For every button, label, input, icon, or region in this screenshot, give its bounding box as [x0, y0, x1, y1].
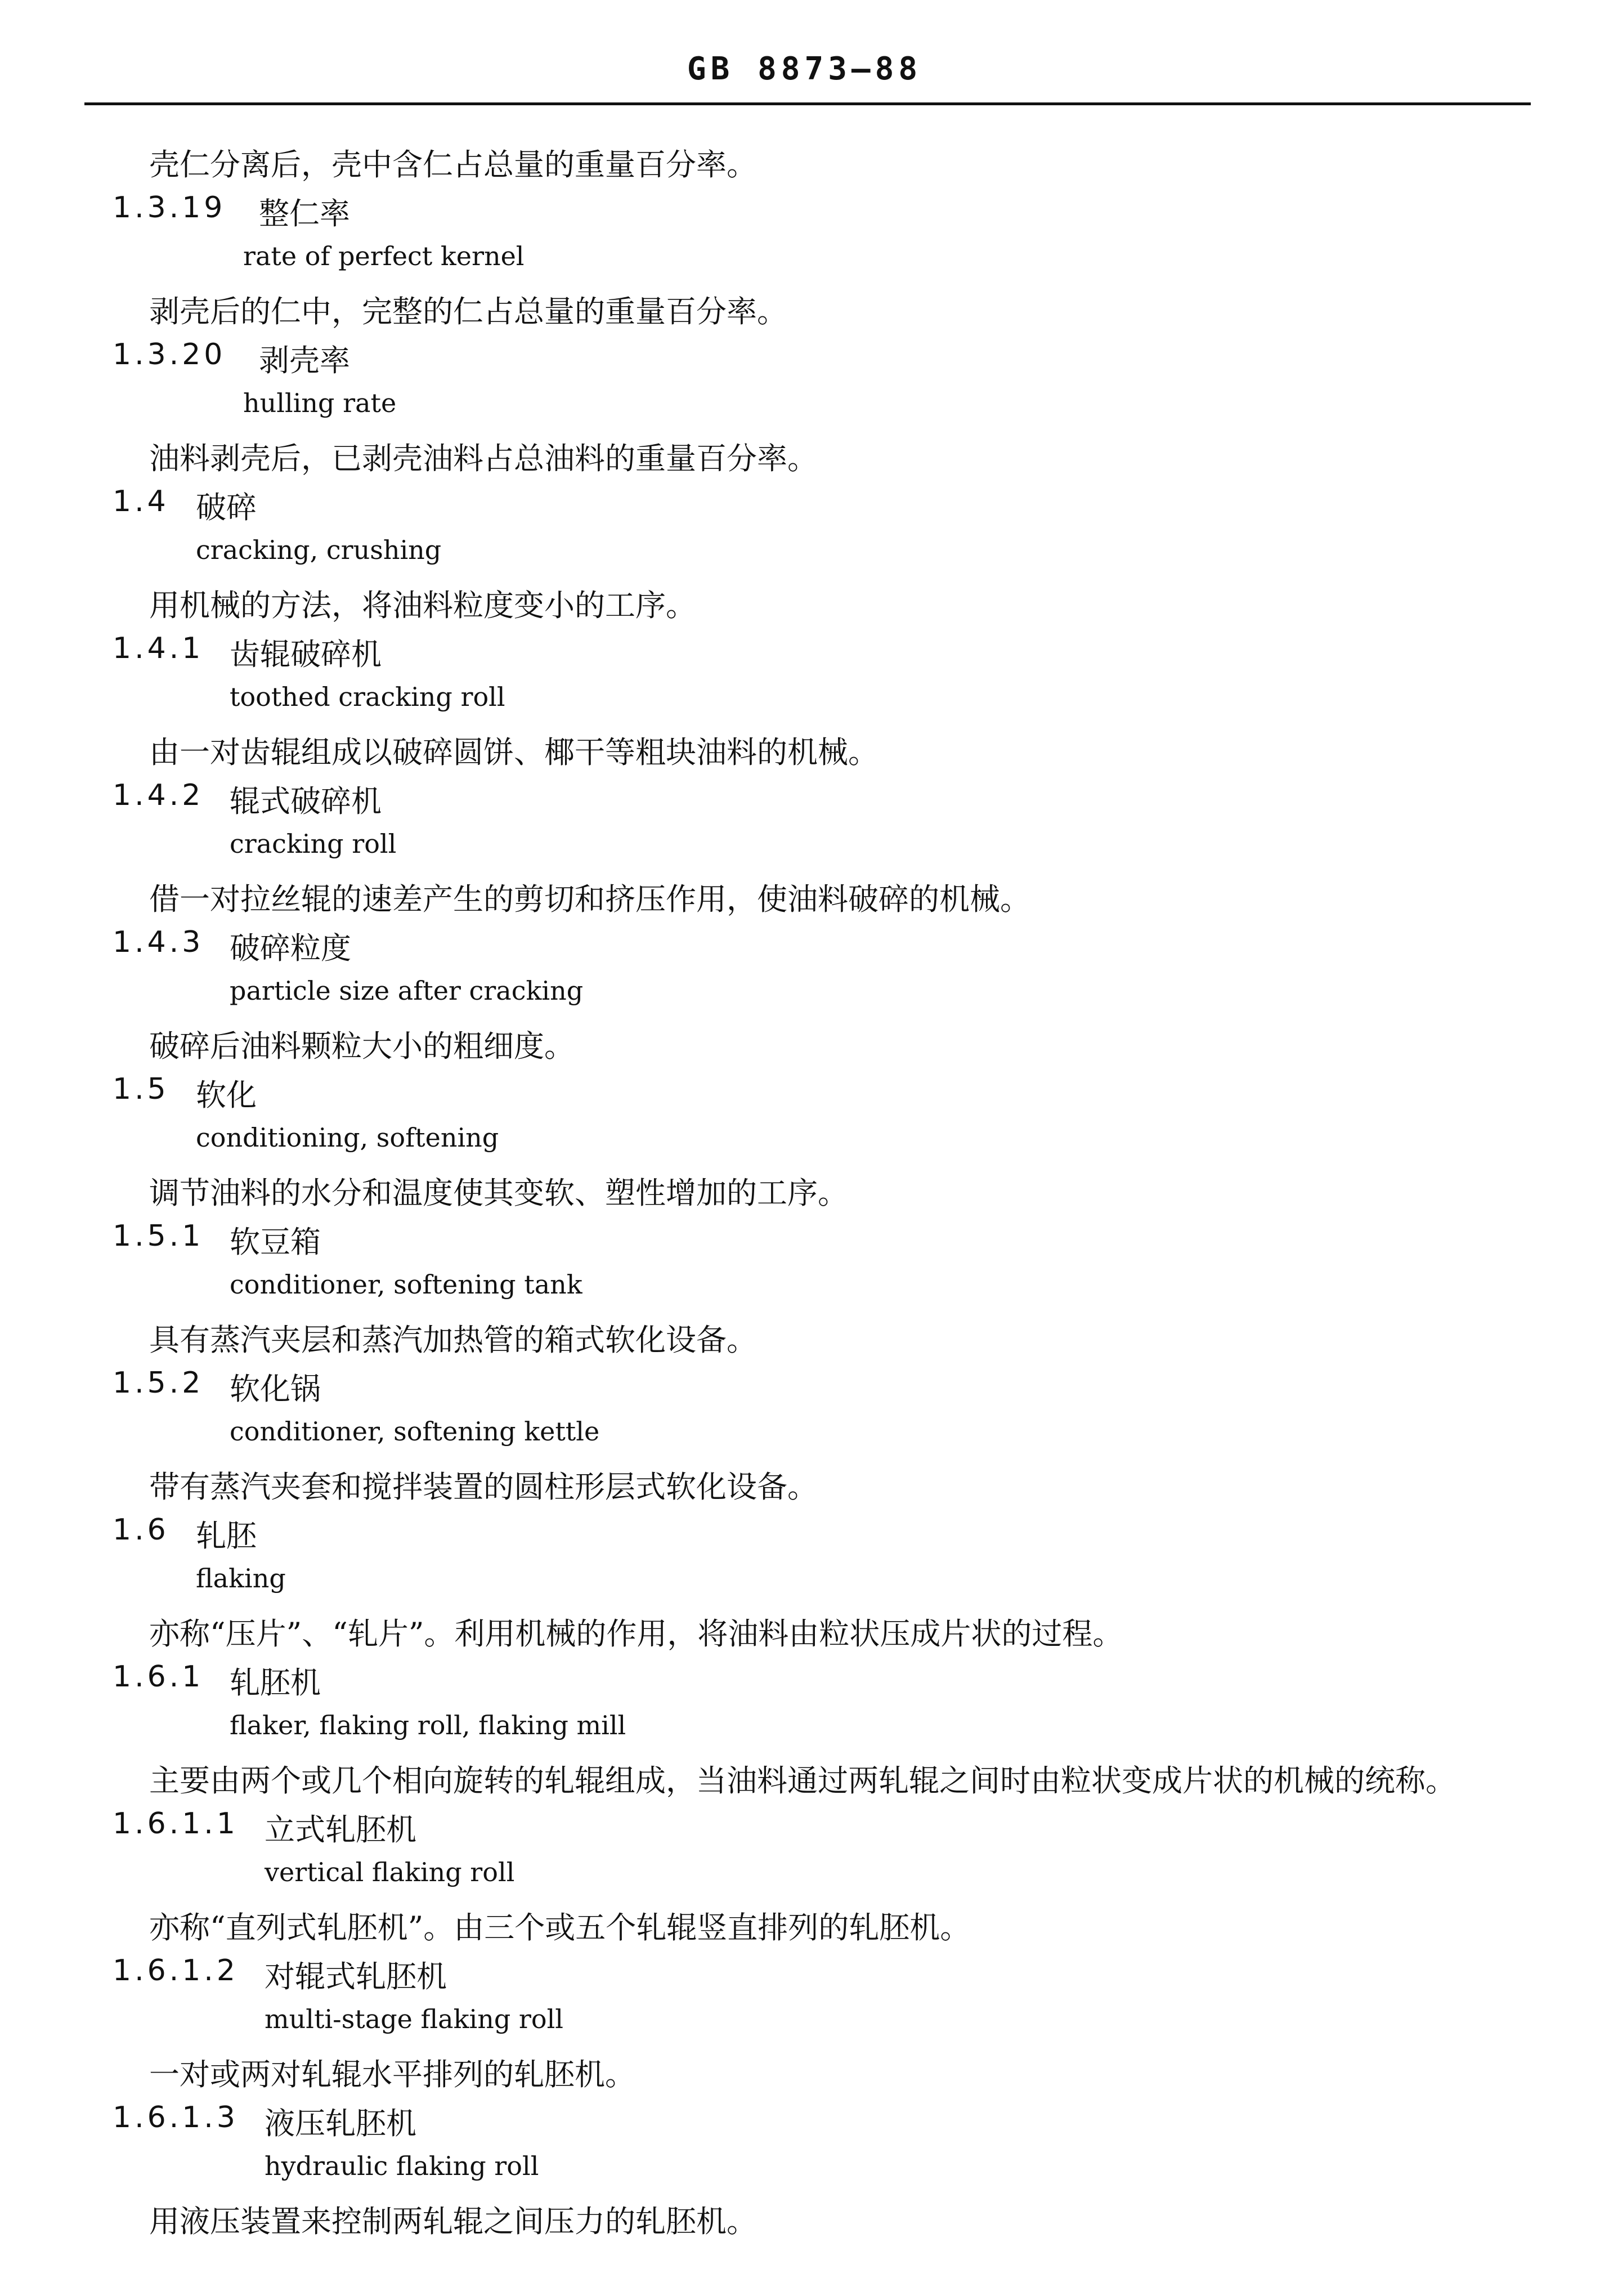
term-chinese: 软豆箱: [230, 1224, 321, 1260]
definition-text: 破碎后油料颗粒大小的粗细度。: [149, 1028, 575, 1064]
definition-text: 具有蒸汽夹层和蒸汽加热管的箱式软化设备。: [149, 1322, 757, 1358]
term-chinese: 整仁率: [259, 196, 350, 231]
term-number: 1.4: [113, 485, 169, 518]
term-english: toothed cracking roll: [230, 682, 505, 712]
term-chinese: 软化锅: [230, 1371, 321, 1407]
term-number: 1.4.3: [113, 925, 204, 959]
definition-text: 借一对拉丝辊的速差产生的剪切和挤压作用，使油料破碎的机械。: [149, 881, 1030, 917]
definition-text: 油料剥壳后，已剥壳油料占总油料的重量百分率。: [149, 441, 818, 476]
definition-text: 壳仁分离后，壳中含仁占总量的重量百分率。: [149, 147, 757, 182]
term-english: conditioner, softening kettle: [230, 1416, 600, 1447]
term-english: conditioning, softening: [196, 1122, 499, 1153]
definition-text: 剥壳后的仁中，完整的仁占总量的重量百分率。: [149, 294, 787, 329]
definition-text: 由一对齿辊组成以破碎圆饼、椰干等粗块油料的机械。: [149, 735, 879, 770]
term-chinese: 辊式破碎机: [230, 784, 382, 819]
term-english: hulling rate: [243, 388, 397, 418]
term-number: 1.6.1: [113, 1660, 204, 1694]
definition-text: 亦称“直列式轧胚机”。由三个或五个轧辊竖直排列的轧胚机。: [149, 1910, 971, 1945]
term-number: 1.3.19: [113, 191, 226, 225]
term-number: 1.5: [113, 1072, 169, 1106]
term-chinese: 破碎粒度: [230, 930, 351, 966]
term-english: cracking, crushing: [196, 535, 442, 565]
term-chinese: 立式轧胚机: [265, 1812, 416, 1847]
term-number: 1.4.2: [113, 778, 204, 812]
definition-text: 调节油料的水分和温度使其变软、塑性增加的工序。: [149, 1175, 848, 1211]
term-number: 1.6.1.1: [113, 1807, 239, 1841]
term-number: 1.6.1.2: [113, 1954, 239, 1988]
term-english: flaking: [196, 1563, 286, 1594]
header-rule: [84, 102, 1531, 105]
term-english: cracking roll: [230, 829, 397, 859]
definition-text: 一对或两对轧辊水平排列的轧胚机。: [149, 2057, 635, 2092]
definition-text: 用机械的方法，将油料粒度变小的工序。: [149, 588, 696, 623]
term-chinese: 齿辊破碎机: [230, 637, 382, 672]
definition-text: 用液压装置来控制两轧辊之间压力的轧胚机。: [149, 2204, 757, 2239]
term-english: rate of perfect kernel: [243, 241, 525, 271]
term-english: particle size after cracking: [230, 975, 584, 1006]
term-chinese: 对辊式轧胚机: [265, 1959, 447, 1994]
standard-header: GB 8873—88: [687, 51, 922, 87]
term-english: flaker, flaking roll, flaking mill: [230, 1710, 626, 1740]
term-chinese: 剥壳率: [259, 343, 350, 378]
term-number: 1.5.1: [113, 1219, 204, 1253]
definition-text: 主要由两个或几个相向旋转的轧辊组成，当油料通过两轧辊之间时由粒状变成片状的机械的统称。: [149, 1763, 1456, 1798]
term-chinese: 软化: [196, 1077, 257, 1113]
term-number: 1.6.1.3: [113, 2101, 239, 2134]
definition-text: 带有蒸汽夹套和搅拌装置的圆柱形层式软化设备。: [149, 1469, 818, 1505]
term-number: 1.3.20: [113, 338, 226, 372]
term-english: multi-stage flaking roll: [265, 2004, 563, 2034]
term-chinese: 破碎: [196, 490, 257, 525]
term-number: 1.6: [113, 1513, 169, 1547]
term-chinese: 液压轧胚机: [265, 2106, 416, 2141]
term-chinese: 轧胚机: [230, 1665, 321, 1700]
term-chinese: 轧胚: [196, 1518, 257, 1554]
definition-text: 亦称“压片”、“轧片”。利用机械的作用，将油料由粒状压成片状的过程。: [149, 1616, 1123, 1651]
term-english: hydraulic flaking roll: [265, 2151, 539, 2181]
term-number: 1.4.1: [113, 632, 204, 665]
term-english: vertical flaking roll: [265, 1857, 515, 1887]
term-number: 1.5.2: [113, 1366, 204, 1400]
term-english: conditioner, softening tank: [230, 1269, 582, 1300]
